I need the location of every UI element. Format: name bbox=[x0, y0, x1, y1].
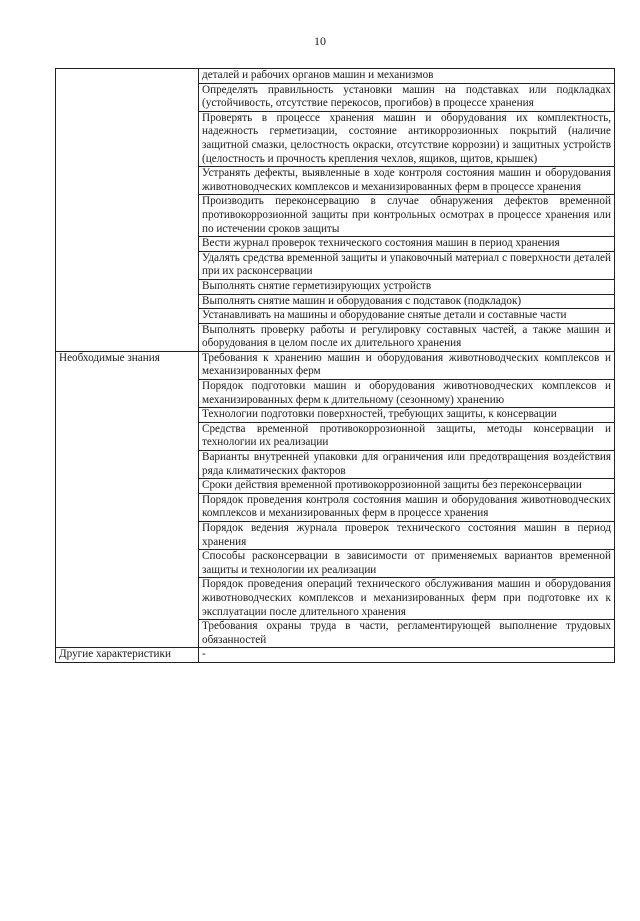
requirement-item-cell: Требования к хранению машин и оборудования животноводческих комплексов и механизированных ферм bbox=[199, 351, 615, 379]
requirement-item-cell: Средства временной противокоррозионной защиты, методы консервации и технологии их реализации bbox=[199, 422, 615, 450]
section-label-cell: Необходимые знания bbox=[56, 351, 199, 647]
requirement-item-cell: Выполнять снятие машин и оборудования с подставок (подкладок) bbox=[199, 294, 615, 309]
requirement-item-cell: Устанавливать на машины и оборудование снятые детали и составные части bbox=[199, 309, 615, 324]
requirement-item-cell: Технологии подготовки поверхностей, требующих защиты, к консервации bbox=[199, 408, 615, 423]
requirement-item-cell: Требования охраны труда в части, регламентирующей выполнение трудовых обязанностей bbox=[199, 620, 615, 648]
requirement-item-cell: Сроки действия временной противокоррозионной защиты без переконсервации bbox=[199, 479, 615, 494]
requirement-item-cell: Способы расконсервации в зависимости от применяемых вариантов временной защиты и технологии их реализации bbox=[199, 550, 615, 578]
requirement-item-cell: деталей и рабочих органов машин и механизмов bbox=[199, 69, 615, 84]
requirement-item-cell: Проверять в процессе хранения машин и оборудования их комплектность, надежность герметизации, состояние антикоррозионных покрытий (наличие защитной смазки, целостность окраски, отсутствие коррозии) и защитных устройств (целостность и прочность крепления чехлов, ящиков, щитов, крышек) bbox=[199, 111, 615, 166]
table-body bbox=[56, 69, 615, 663]
table-row bbox=[56, 69, 615, 84]
requirement-item-cell: Производить переконсервацию в случае обнаружения дефектов временной противокоррозионной защиты при контрольных осмотрах в процессе хранения или по истечении сроков защиты bbox=[199, 195, 615, 237]
qualification-table bbox=[55, 68, 615, 663]
requirement-item-cell: Выполнять снятие герметизирующих устройств bbox=[199, 279, 615, 294]
requirement-item-cell: Порядок подготовки машин и оборудования животноводческих комплексов и механизированных ферм к длительному (сезонному) хранению bbox=[199, 380, 615, 408]
requirement-item-cell: Вести журнал проверок технического состояния машин в период хранения bbox=[199, 237, 615, 252]
requirement-item-cell: Удалять средства временной защиты и упаковочный материал с поверхности деталей при их расконсервации bbox=[199, 251, 615, 279]
section-label-cell: Другие характеристики bbox=[56, 648, 199, 663]
requirement-item-cell: Выполнять проверку работы и регулировку составных частей, а также машин и оборудования в целом после их длительного хранения bbox=[199, 323, 615, 351]
requirement-item-cell: Устранять дефекты, выявленные в ходе контроля состояния машин и оборудования животноводческих комплексов и механизированных ферм в процессе хранения bbox=[199, 167, 615, 195]
requirement-item-cell: - bbox=[199, 648, 615, 663]
section-label-cell bbox=[56, 69, 199, 352]
requirement-item-cell: Варианты внутренней упаковки для ограничения или предотвращения воздействия ряда климатических факторов bbox=[199, 451, 615, 479]
table-row bbox=[56, 351, 615, 379]
table-row bbox=[56, 648, 615, 663]
requirement-item-cell: Порядок ведения журнала проверок технического состояния машин в период хранения bbox=[199, 522, 615, 550]
page-number: 10 bbox=[314, 34, 326, 48]
requirement-item-cell: Порядок проведения операций технического обслуживания машин и оборудования животноводческих комплексов и механизированных ферм при подготовке их к эксплуатации после длительного хранения bbox=[199, 578, 615, 620]
requirement-item-cell: Определять правильность установки машин на подставках или подкладках (устойчивость, отсутствие перекосов, прогибов) в процессе хранения bbox=[199, 83, 615, 111]
requirement-item-cell: Порядок проведения контроля состояния машин и оборудования животноводческих комплексов и механизированных ферм в процессе хранения bbox=[199, 493, 615, 521]
